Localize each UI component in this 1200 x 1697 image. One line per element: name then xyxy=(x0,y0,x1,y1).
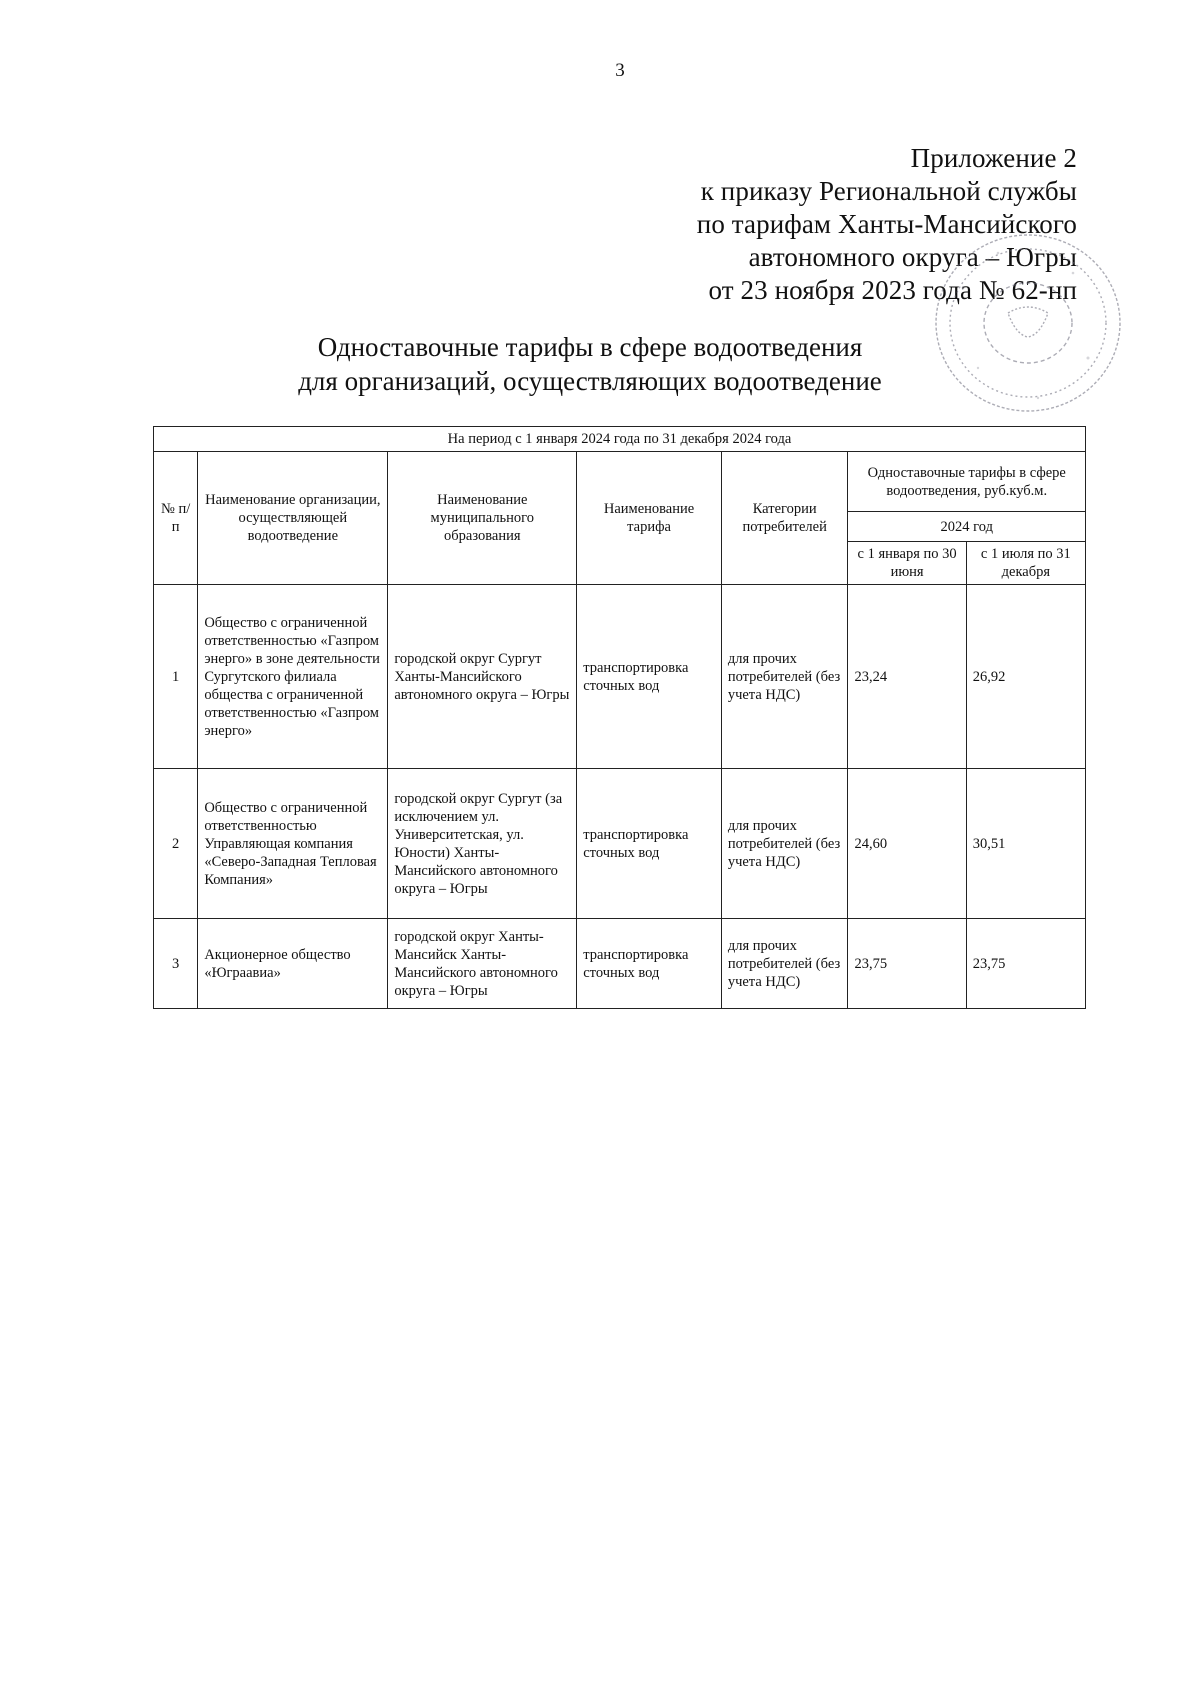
col-header-category: Категории потребителей xyxy=(721,452,848,585)
col-header-org: Наименование организации, осуществляющей водоотведение xyxy=(198,452,388,585)
table-row xyxy=(154,769,1086,919)
appendix-line: к приказу Региональной службы xyxy=(700,176,1077,206)
cell-half1: 24,60 xyxy=(848,769,966,919)
col-header-num: № п/п xyxy=(154,452,198,585)
appendix-line: автономного округа – Югры xyxy=(748,242,1077,272)
document-title xyxy=(240,330,940,398)
cell-org: Акционерное общество «Юграавиа» xyxy=(198,919,388,1009)
cell-tariff-name: транспортировка сточных вод xyxy=(577,769,722,919)
cell-half2: 26,92 xyxy=(966,585,1085,769)
cell-num: 2 xyxy=(154,769,198,919)
cell-category: для прочих потребителей (без учета НДС) xyxy=(721,585,848,769)
title-line: для организаций, осуществляющих водоотведение xyxy=(298,366,882,396)
appendix-line: от 23 ноября 2023 года № 62-нп xyxy=(708,275,1077,305)
cell-half1: 23,75 xyxy=(848,919,966,1009)
tariffs-table xyxy=(153,426,1086,1009)
col-header-municipality: Наименование муниципального образования xyxy=(388,452,577,585)
col-header-half2: с 1 июля по 31 декабря xyxy=(966,542,1085,585)
cell-half2: 30,51 xyxy=(966,769,1085,919)
cell-municipality: городской округ Сургут (за исключением ул. Университетская, ул. Юности) Ханты-Мансийского автономного округа – Югры xyxy=(388,769,577,919)
cell-half2: 23,75 xyxy=(966,919,1085,1009)
cell-tariff-name: транспортировка сточных вод xyxy=(577,585,722,769)
col-header-tariffs: Одноставочные тарифы в сфере водоотведения, руб.куб.м. xyxy=(848,452,1086,512)
table-row xyxy=(154,919,1086,1009)
period-header: На период с 1 января 2024 года по 31 декабря 2024 года xyxy=(154,427,1086,452)
table-row xyxy=(154,585,1086,769)
cell-org: Общество с ограниченной ответственностью Управляющая компания «Северо-Западная Тепловая Компания» xyxy=(198,769,388,919)
cell-half1: 23,24 xyxy=(848,585,966,769)
col-header-year: 2024 год xyxy=(848,512,1086,542)
official-stamp-seal xyxy=(868,228,1138,438)
cell-tariff-name: транспортировка сточных вод xyxy=(577,919,722,1009)
col-header-tariff-name: Наименование тарифа xyxy=(577,452,722,585)
title-line: Одноставочные тарифы в сфере водоотведения xyxy=(317,332,863,362)
cell-org: Общество с ограниченной ответственностью «Газпром энерго» в зоне деятельности Сургутского филиала общества с ограниченной ответственностью «Газпром энерго» xyxy=(198,585,388,769)
cell-category: для прочих потребителей (без учета НДС) xyxy=(721,769,848,919)
cell-municipality: городской округ Сургут Ханты-Мансийского автономного округа – Югры xyxy=(388,585,577,769)
page-number: 3 xyxy=(615,60,625,81)
cell-municipality: городской округ Ханты-Мансийск Ханты-Мансийского автономного округа – Югры xyxy=(388,919,577,1009)
cell-num: 1 xyxy=(154,585,198,769)
col-header-half1: с 1 января по 30 июня xyxy=(848,542,966,585)
cell-category: для прочих потребителей (без учета НДС) xyxy=(721,919,848,1009)
cell-num: 3 xyxy=(154,919,198,1009)
appendix-line: Приложение 2 xyxy=(910,143,1077,173)
appendix-line: по тарифам Ханты-Мансийского xyxy=(696,209,1077,239)
